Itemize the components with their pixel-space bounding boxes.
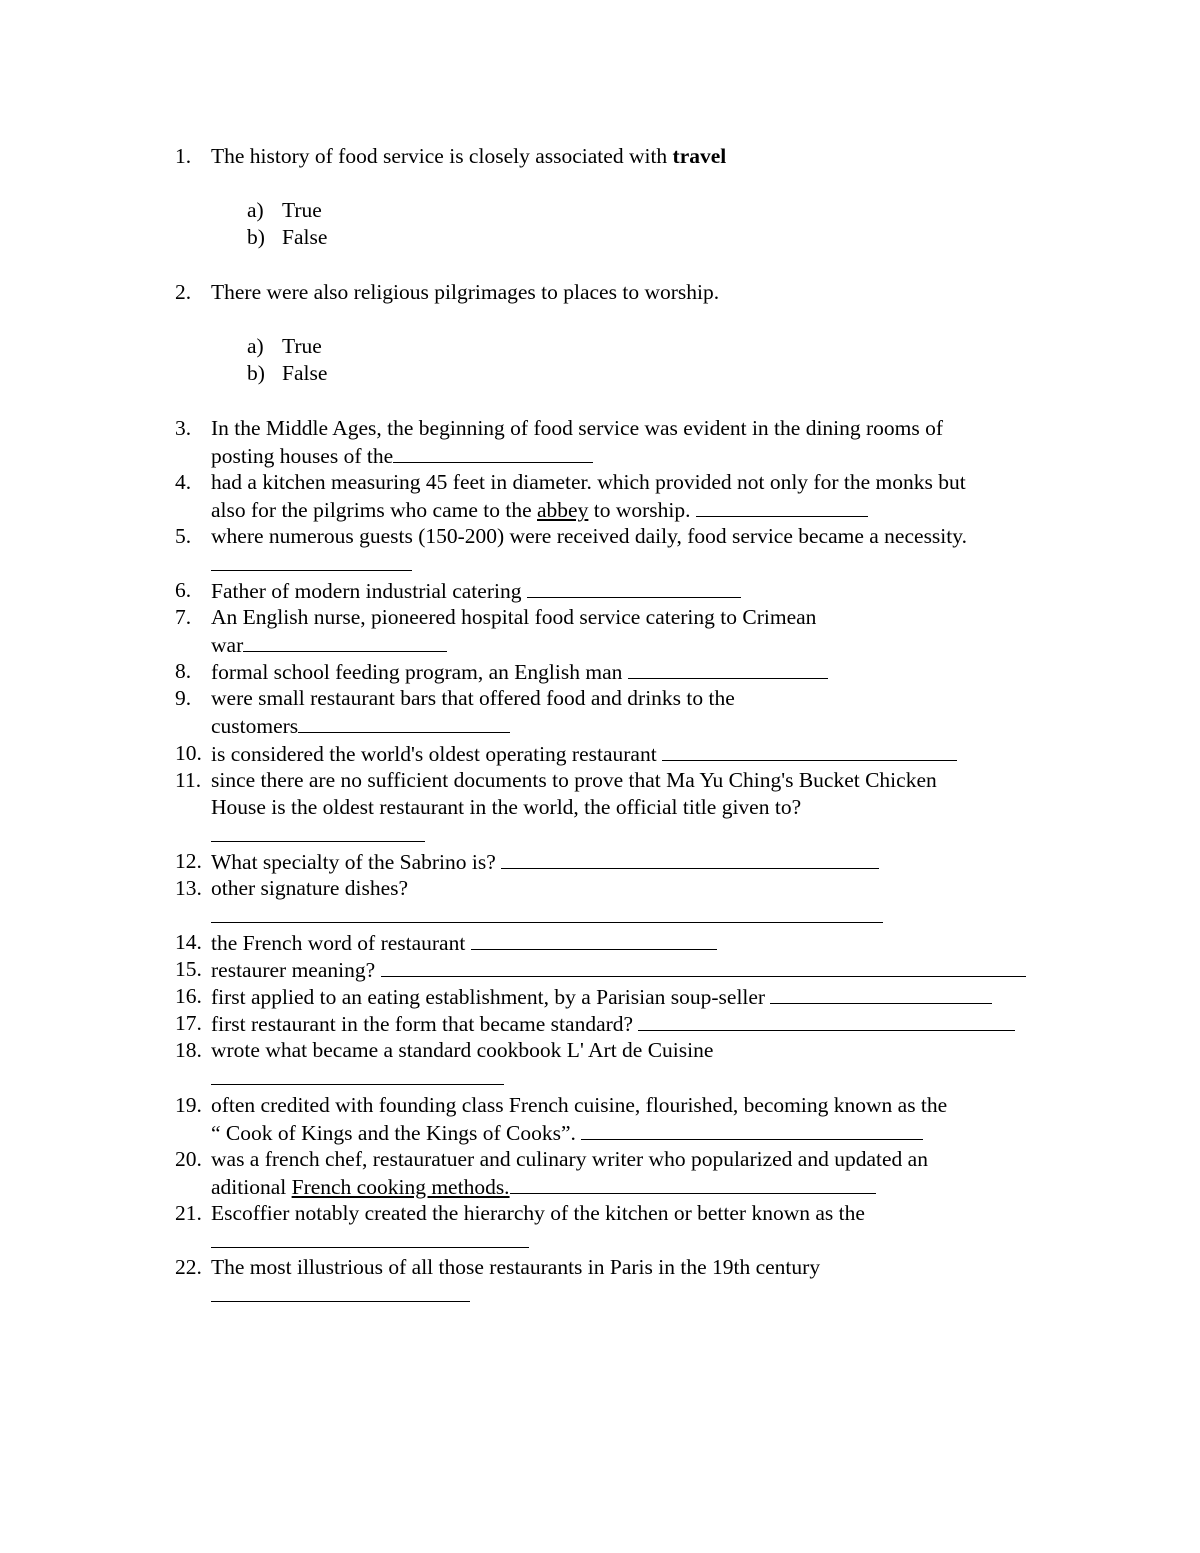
q10-answer-blank[interactable]	[662, 740, 957, 761]
q16-answer-blank[interactable]	[770, 983, 992, 1004]
q11-line2: House is the oldest restaurant in the world, the official title given to?	[211, 795, 802, 819]
q22-text: The most illustrious of all those restaurants in Paris in the 19th century	[211, 1255, 821, 1279]
q3-number: 3.	[175, 416, 192, 440]
q17-text	[211, 1010, 1015, 1038]
q16-text-plain: first applied to an eating establishment, by a Parisian soup-seller	[211, 985, 771, 1009]
q18-line2	[211, 1064, 504, 1092]
q22-number: 22.	[175, 1255, 202, 1279]
q5-answer-blank[interactable]	[211, 550, 412, 571]
q2-number: 2.	[175, 280, 192, 304]
q8-answer-blank[interactable]	[628, 658, 828, 679]
q16-text	[211, 983, 992, 1011]
q1-text	[211, 143, 726, 170]
q13-answer-blank[interactable]	[211, 902, 883, 923]
q19-line2-text: “ Cook of Kings and the Kings of Cooks”.	[211, 1121, 582, 1145]
q21-line2	[211, 1227, 529, 1255]
q3-line2-text: posting houses of the	[211, 444, 394, 468]
q10-number: 10.	[175, 741, 202, 765]
q18-answer-blank[interactable]	[211, 1064, 504, 1085]
q15-number: 15.	[175, 957, 202, 981]
q3-line1: In the Middle Ages, the beginning of food service was evident in the dining rooms of	[211, 416, 944, 440]
q11-line3	[211, 821, 425, 849]
q12-text-plain: What specialty of the Sabrino is?	[211, 850, 502, 874]
q20-line2-text: aditional	[211, 1175, 292, 1199]
q9-line2	[211, 712, 510, 740]
q17-answer-blank[interactable]	[638, 1010, 1015, 1031]
q3-answer-blank[interactable]	[393, 442, 593, 463]
q7-line2	[211, 631, 447, 659]
q14-answer-blank[interactable]	[471, 929, 717, 950]
q2-option-a-label: True	[282, 334, 322, 358]
q1-number: 1.	[175, 144, 192, 168]
q15-text-plain: restaurer meaning?	[211, 958, 381, 982]
q12-number: 12.	[175, 849, 202, 873]
q11-number: 11.	[175, 768, 202, 792]
q1-bold-word: travel	[672, 144, 727, 168]
q5-line1: where numerous guests (150-200) were received daily, food service became a necessity.	[211, 524, 967, 548]
q1-option-b-label: False	[282, 225, 328, 249]
q12-text	[211, 848, 879, 876]
q13-text: other signature dishes?	[211, 876, 409, 900]
q14-text	[211, 929, 717, 957]
q17-text-plain: first restaurant in the form that became standard?	[211, 1012, 639, 1036]
q18-number: 18.	[175, 1038, 202, 1062]
q2-option-a-letter: a)	[247, 334, 264, 358]
q21-answer-blank[interactable]	[211, 1227, 529, 1248]
q19-line1: often credited with founding class French cuisine, flourished, becoming known as the	[211, 1093, 948, 1117]
q6-number: 6.	[175, 578, 192, 602]
q1-option-a-letter: a)	[247, 198, 264, 222]
q1-option-a-label: True	[282, 198, 322, 222]
q21-number: 21.	[175, 1201, 202, 1225]
q11-answer-blank[interactable]	[211, 821, 425, 842]
q7-line2-text: war	[211, 633, 244, 657]
q19-number: 19.	[175, 1093, 202, 1117]
q8-text	[211, 658, 828, 686]
q7-number: 7.	[175, 605, 192, 629]
q8-text-plain: formal school feeding program, an English man	[211, 660, 628, 684]
q17-number: 17.	[175, 1011, 202, 1035]
q19-line2	[211, 1119, 923, 1147]
q9-line1: were small restaurant bars that offered food and drinks to the	[211, 686, 735, 710]
q6-text-plain: Father of modern industrial catering	[211, 579, 527, 603]
q2-option-b-letter: b)	[247, 361, 265, 385]
q9-line2-text: customers	[211, 714, 299, 738]
q20-line1: was a french chef, restauratuer and culinary writer who popularized and updated an	[211, 1147, 928, 1171]
q5-number: 5.	[175, 524, 192, 548]
q4-line2-text-b: to worship.	[588, 498, 696, 522]
q9-number: 9.	[175, 686, 192, 710]
q20-underlined-phrase: French cooking methods.	[291, 1175, 510, 1199]
q1-text-plain: The history of food service is closely associated with	[211, 144, 673, 168]
q13-number: 13.	[175, 876, 202, 900]
q2-option-b-label: False	[282, 361, 328, 385]
q8-number: 8.	[175, 659, 192, 683]
q6-answer-blank[interactable]	[527, 577, 741, 598]
q6-text	[211, 577, 741, 605]
q4-line2	[211, 496, 868, 524]
q7-answer-blank[interactable]	[243, 631, 447, 652]
q14-text-plain: the French word of restaurant	[211, 931, 471, 955]
q9-answer-blank[interactable]	[298, 712, 510, 733]
q4-answer-blank[interactable]	[696, 496, 868, 517]
q19-answer-blank[interactable]	[581, 1119, 923, 1140]
q15-text	[211, 956, 1026, 984]
q4-line1: had a kitchen measuring 45 feet in diameter. which provided not only for the monks but	[211, 470, 966, 494]
q22-line2	[211, 1281, 470, 1309]
q10-text	[211, 740, 957, 768]
q16-number: 16.	[175, 984, 202, 1008]
q4-line2-text-a: also for the pilgrims who came to the	[211, 498, 538, 522]
q18-text: wrote what became a standard cookbook L' Art de Cuisine	[211, 1038, 714, 1062]
q12-answer-blank[interactable]	[501, 848, 879, 869]
q4-number: 4.	[175, 470, 192, 494]
q3-line2	[211, 442, 593, 470]
q11-line1: since there are no sufficient documents to prove that Ma Yu Ching's Bucket Chicken	[211, 768, 937, 792]
q14-number: 14.	[175, 930, 202, 954]
q1-option-b-letter: b)	[247, 225, 265, 249]
q20-answer-blank[interactable]	[510, 1173, 876, 1194]
q10-text-plain: is considered the world's oldest operating restaurant	[211, 742, 663, 766]
q2-text: There were also religious pilgrimages to places to worship.	[211, 280, 720, 304]
q21-text: Escoffier notably created the hierarchy of the kitchen or better known as the	[211, 1201, 865, 1225]
q4-underlined-word: abbey	[537, 498, 589, 522]
q7-line1: An English nurse, pioneered hospital food service catering to Crimean	[211, 605, 817, 629]
q5-line2	[211, 550, 412, 578]
q22-answer-blank[interactable]	[211, 1281, 470, 1302]
q13-line2	[211, 902, 883, 930]
q20-line2	[211, 1173, 876, 1201]
q20-number: 20.	[175, 1147, 202, 1171]
q15-answer-blank[interactable]	[381, 956, 1026, 977]
